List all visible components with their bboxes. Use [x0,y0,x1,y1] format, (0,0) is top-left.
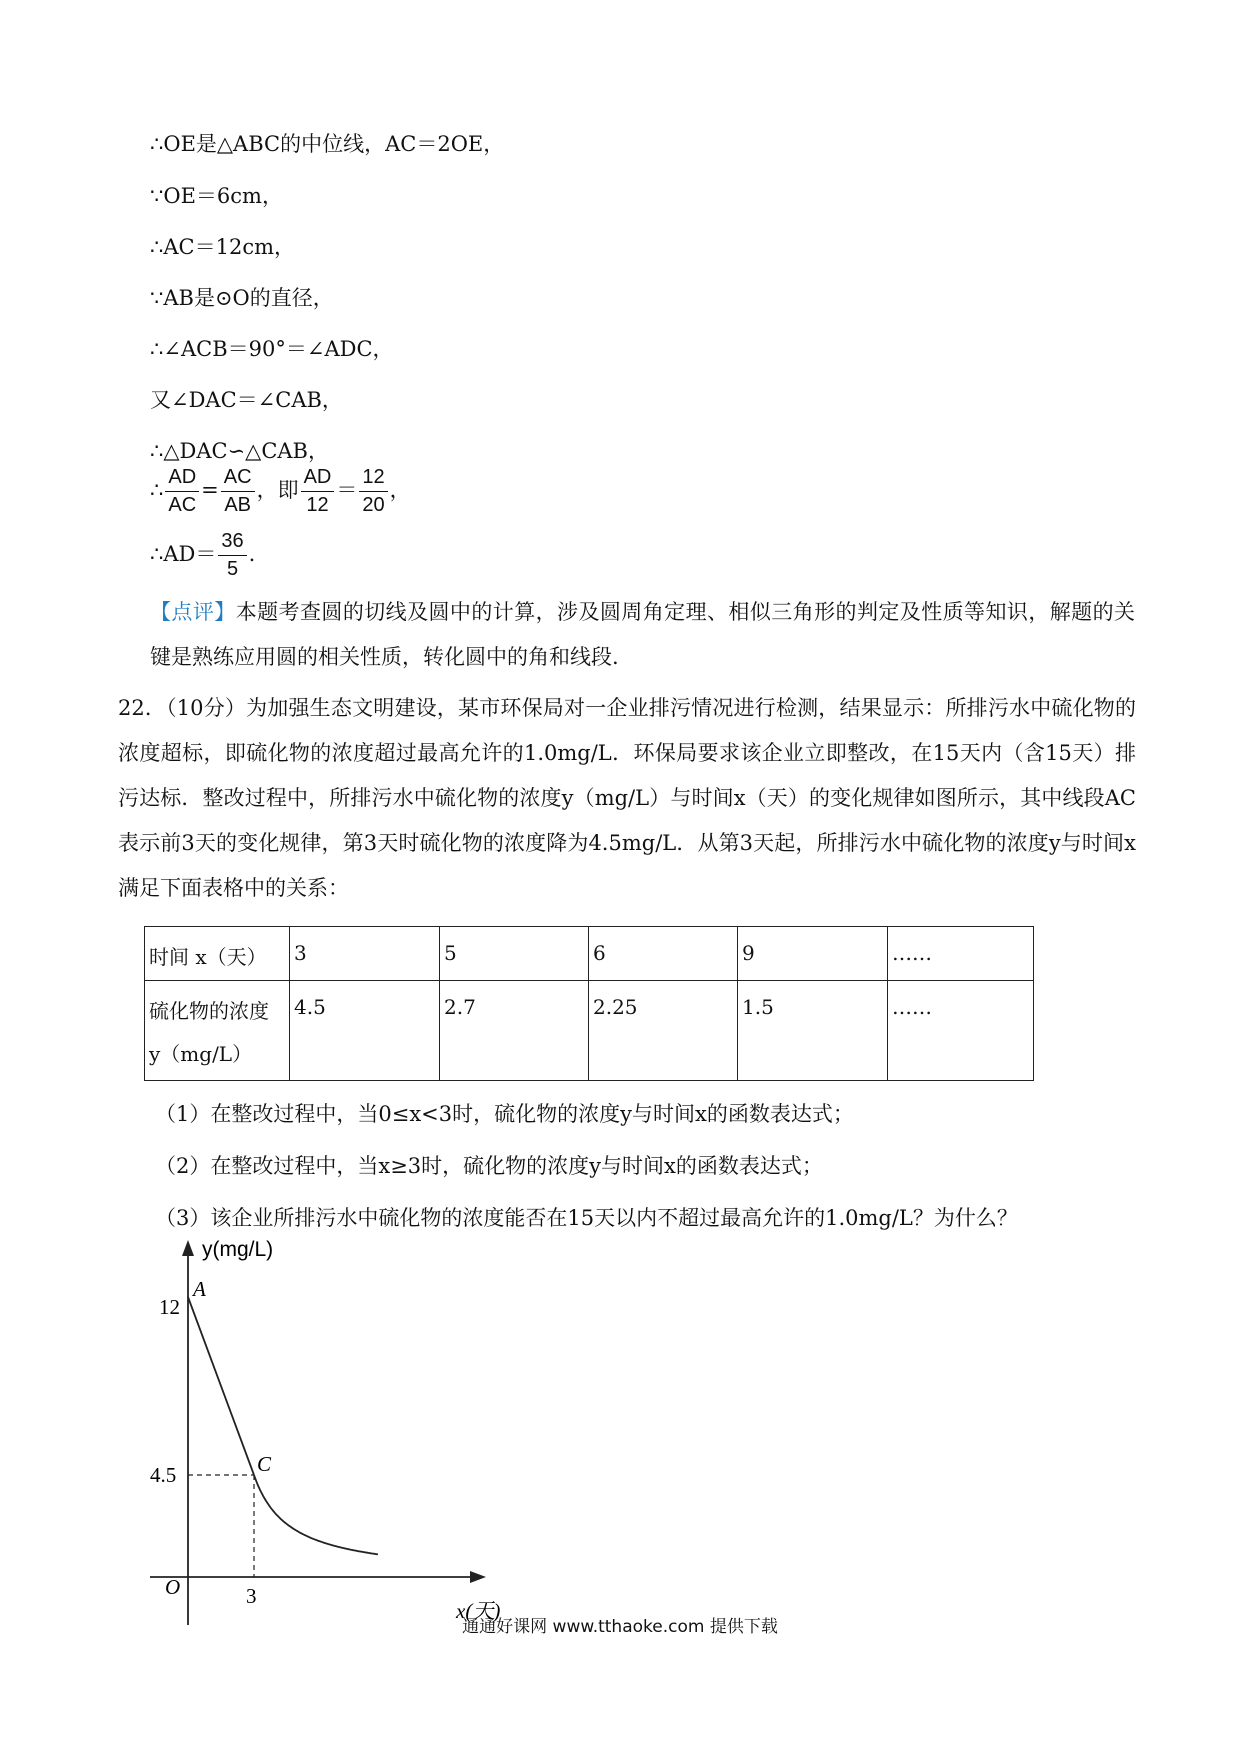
x-tick-3: 3 [246,1584,257,1608]
fraction-denominator: 5 [226,558,239,580]
table-cell: 3 [290,927,440,981]
decay-curve [254,1475,378,1554]
header-line-2: y（mg/L） [149,1042,253,1066]
y-tick-12: 12 [159,1295,180,1319]
fraction-denominator: 12 [306,494,329,516]
comment-text: 本题考查圆的切线及圆中的计算，涉及圆周角定理、相似三角形的判定及性质等知识，解题的关键是熟练应用圆的相关性质，转化圆中的角和线段. [150,600,1136,669]
table-cell: 2.25 [589,981,738,1081]
problem-text: 为加强生态文明建设，某市环保局对一企业排污情况进行检测，结果显示：所排污水中硫化物的浓度超标，即硫化物的浓度超过最高允许的1.0mg/L．环保局要求该企业立即整改，在15天内（含15天）排污达标．整改过程中，所排污水中硫化物的浓度y（mg/L）与时间x（天）的变化规律如图所示，其中线段AC表示前3天的变化规律，第3天时硫化物的浓度降为4.5mg/L．从第3天起，所排污水中硫化物的浓度y与时间x满足下面表格中的关系： [118,696,1136,900]
question-1: （1）在整改过程中，当0≤x<3时，硫化物的浓度y与时间x的函数表达式； [155,1102,854,1126]
fraction-denominator: 20 [362,494,385,516]
fraction-numerator: 36 [218,528,246,556]
comment-tag: 【点评】 [150,600,236,624]
solution-line-6: 又∠DAC＝∠CAB， [150,388,343,412]
solution-line-5: ∴∠ACB＝90°＝∠ADC， [150,337,394,361]
problem-number: 22．（10分） [118,696,247,720]
solution-line-1: ∴OE是△ABC的中位线，AC＝2OE， [150,132,505,156]
fraction-numerator: 12 [359,464,387,492]
table-cell: 2.7 [440,981,589,1081]
y-axis-arrow-icon [182,1240,194,1256]
fraction-numerator: AD [165,464,199,492]
question-2: （2）在整改过程中，当x≥3时，硫化物的浓度y与时间x的函数表达式； [155,1154,823,1178]
y-tick-4-5: 4.5 [150,1463,177,1487]
fraction-denominator: AB [224,494,252,516]
fraction-numerator: AC [221,464,255,492]
table-cell: 9 [738,927,888,981]
solution-line-7: ∴△DAC∽△CAB， [150,439,329,463]
point-a-label: A [193,1277,206,1301]
footer-text: 通通好课网 www.tthaoke.com 提供下载 [462,1617,778,1637]
comma: ， [389,478,411,502]
solution-line-3: ∴AC＝12cm， [150,235,295,259]
fraction-numerator: AD [301,464,335,492]
text-ji: ，即 [256,478,299,502]
table-cell: 5 [440,927,589,981]
table-cell: …… [888,981,1034,1081]
question-3: （3）该企业所排污水中硫化物的浓度能否在15天以内不超过最高允许的1.0mg/L？为什么？ [155,1206,1018,1230]
y-axis-label: y(mg/L) [202,1238,274,1261]
period: . [248,542,256,566]
x-axis-arrow-icon [470,1571,486,1583]
table-cell: 6 [589,927,738,981]
header-line-1: 硫化物的浓度 [149,999,269,1023]
table-cell: 4.5 [290,981,440,1081]
segment-ac [188,1297,254,1475]
solution-line-4: ∵AB是⊙O的直径， [150,286,334,310]
equals-sign: = [201,478,219,502]
x-axis-label: x(天) [456,1599,501,1623]
table-header-time: 时间 x（天） [145,927,290,981]
ad-equals: ∴AD＝ [150,542,217,566]
point-c-label: C [257,1452,272,1476]
equals-sign: ＝ [336,478,358,502]
table-cell: …… [888,927,1034,981]
origin-label: O [165,1575,181,1599]
fraction-denominator: AC [168,494,197,516]
table-cell: 1.5 [738,981,888,1081]
solution-line-2: ∵OE＝6cm， [150,184,283,208]
therefore-symbol: ∴ [150,478,164,502]
